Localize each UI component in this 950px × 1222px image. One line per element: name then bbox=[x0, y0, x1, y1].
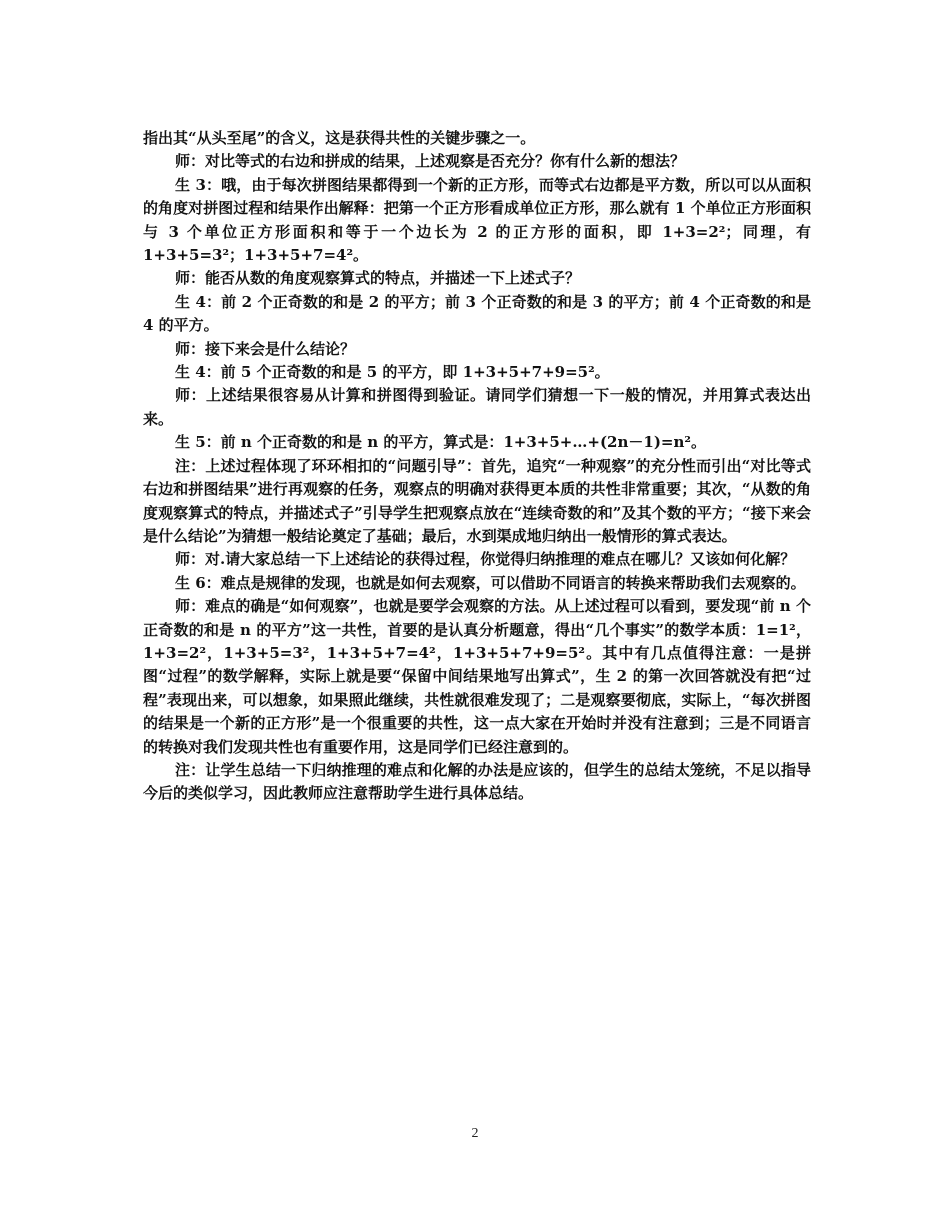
paragraph-student-6-answer: 生 6：难点是规律的发现，也就是如何去观察，可以借助不同语言的转换来帮助我们去观察的。 bbox=[175, 573, 806, 592]
paragraph-student-3-answer: 生 3：哦，由于每次拼图结果都得到一个新的正方形，而等式右边都是平方数，所以可以从面积的角度对拼图过程和结果作出解释：把第一个正方形看成单位正方形，那么就有 1 个单位正方形面积与 3 个单位正方形面积和等于一个边长为 2 的正方形的面积，即 1+3=2²；同理，有 1+3+5=3²；1+3+5+7=4²。 bbox=[143, 175, 811, 265]
paragraph-teacher-question-1: 师：对比等式的右边和拼成的结果，上述观察是否充分？你有什么新的想法？ bbox=[175, 152, 686, 171]
paragraph-student-4-answer-2: 生 4：前 5 个正奇数的和是 5 的平方，即 1+3+5+7+9=5²。 bbox=[175, 363, 610, 382]
paragraph-teacher-prompt: 师：上述结果很容易从计算和拼图得到验证。请同学们猜想一下一般的情况，并用算式表达出来。 bbox=[143, 386, 811, 428]
paragraph-student-5-answer: 生 5：前 n 个正奇数的和是 n 的平方，算式是：1+3+5+…+(2n－1)=n²。 bbox=[175, 433, 706, 452]
paragraph-note-2: 注：让学生总结一下归纳推理的难点和化解的办法是应该的，但学生的总结太笼统，不足以指导今后的类似学习，因此教师应注意帮助学生进行具体总结。 bbox=[143, 760, 811, 803]
paragraph-teacher-question-3: 师：接下来会是什么结论？ bbox=[175, 339, 356, 358]
paragraph-teacher-question-4: 师：对.请大家总结一下上述结论的获得过程，你觉得归纳推理的难点在哪儿？又该如何化解？ bbox=[175, 550, 796, 569]
page-number: 2 bbox=[471, 1126, 479, 1141]
paragraph-student-4-answer-1: 生 4：前 2 个正奇数的和是 2 的平方；前 3 个正奇数的和是 3 的平方；前 4 个正奇数的和是 4 的平方。 bbox=[143, 292, 811, 335]
document-body bbox=[143, 127, 811, 806]
paragraph-note-1: 注：上述过程体现了环环相扣的“问题引导”：首先，追究“一种观察”的充分性而引出“对比等式右边和拼图结果”进行再观察的任务，观察点的明确对获得更本质的共性非常重要；其次，“从数的角度观察算式的特点，并描述式子”引导学生把观察点放在“连续奇数的和”及其个数的平方；“接下来会是什么结论”为猜想一般结论奠定了基础；最后，水到渠成地归纳出一般情形的算式表达。 bbox=[143, 456, 811, 545]
paragraph-teacher-summary: 师：难点的确是“如何观察”，也就是要学会观察的方法。从上述过程可以看到，要发现“前 n 个正奇数的和是 n 的平方”这一共性，首要的是认真分析题意，得出“几个事实”的数学本质：1=1²，1+3=2²，1+3+5=3²，1+3+5+7=4²，1+3+5+7+9=5²。其中有几点值得注意：一是拼图“过程”的数学解释，实际上就是要“保留中间结果地写出算式”，生 2 的第一次回答就没有把“过程”表现出来，可以想象，如果照此继续，共性就很难发现了；二是观察要彻底，实际上，“每次拼图的结果是一个新的正方形”是一个很重要的共性，这一点大家在开始时并没有注意到；三是不同语言的转换对我们发现共性也有重要作用，这是同学们已经注意到的。 bbox=[143, 597, 811, 756]
paragraph-continuation: 指出其“从头至尾”的含义，这是获得共性的关键步骤之一。 bbox=[143, 129, 536, 147]
paragraph-teacher-question-2: 师：能否从数的角度观察算式的特点，并描述一下上述式子？ bbox=[175, 269, 581, 288]
